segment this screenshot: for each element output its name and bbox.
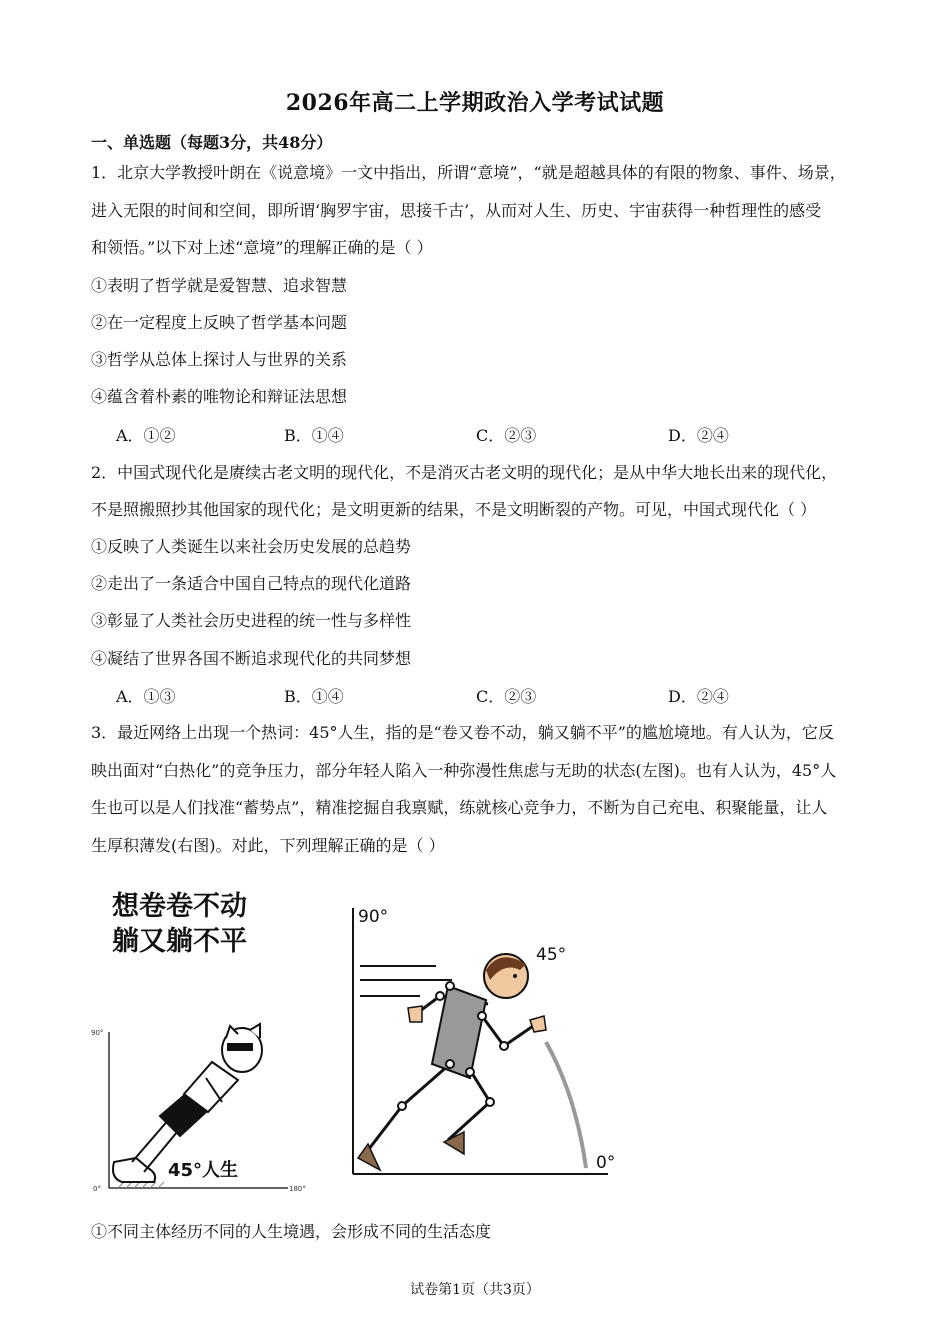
- q1-item-4: ④蕴含着朴素的唯物论和辩证法思想: [91, 387, 348, 406]
- q1-option-d[interactable]: D．②④: [668, 426, 729, 445]
- figure-left-45-life: [88, 880, 320, 1196]
- q1-option-b[interactable]: B．①④: [284, 426, 344, 445]
- q2-stem-line-1: 2．中国式现代化是赓续古老文明的现代化，不是消灭古老文明的现代化；是从中华大地长出来的现代化，: [91, 463, 838, 482]
- q2-stem-line-2: 不是照搬照抄其他国家的现代化；是文明更新的结果，不是文明断裂的产物。可见，中国式现代化（ ）: [91, 500, 817, 519]
- figure-right-45-sprinter: [340, 896, 630, 1184]
- q1-item-3: ③哲学从总体上探讨人与世界的关系: [91, 350, 348, 369]
- q1-item-1: ①表明了哲学就是爱智慧、追求智慧: [91, 276, 348, 295]
- left-axis-label-180: 180°: [289, 1185, 306, 1193]
- q3-item-1: ①不同主体经历不同的人生境遇，会形成不同的生活态度: [91, 1222, 492, 1241]
- q1-stem-line-1: 1．北京大学教授叶朗在《说意境》一文中指出，所谓“意境”，“就是超越具体的有限的物象、事件、场景，: [91, 163, 846, 182]
- right-axis-label-0: 0°: [596, 1153, 616, 1173]
- q2-item-4: ④凝结了世界各国不断追求现代化的共同梦想: [91, 649, 412, 668]
- left-axis-label-0: 0°: [93, 1185, 101, 1193]
- q2-item-1: ①反映了人类诞生以来社会历史发展的总趋势: [91, 537, 412, 556]
- q1-item-2: ②在一定程度上反映了哲学基本问题: [91, 313, 348, 332]
- leaning-character-illustration: [113, 1024, 262, 1182]
- right-label-45: 45°: [536, 945, 567, 965]
- q2-item-3: ③彰显了人类社会历史进程的统一性与多样性: [91, 611, 412, 630]
- q3-stem-line-2: 映出面对“白热化”的竞争压力，部分年轻人陷入一种弥漫性焦虑与无助的状态(左图)。也有人认为，45°人: [91, 761, 837, 780]
- q3-stem-line-4: 生厚积薄发(右图)。对此，下列理解正确的是（ ）: [91, 836, 445, 855]
- q2-option-a[interactable]: A．①③: [116, 687, 176, 706]
- page-title: 2026年高二上学期政治入学考试试题: [285, 90, 665, 116]
- q2-option-b[interactable]: B．①④: [284, 687, 344, 706]
- right-axis-label-90: 90°: [358, 907, 389, 927]
- section-heading: 一、单选题（每题3分，共48分）: [91, 133, 333, 152]
- q1-option-a[interactable]: A．①②: [116, 426, 176, 445]
- q2-option-d[interactable]: D．②④: [668, 687, 729, 706]
- q1-option-c[interactable]: C．②③: [476, 426, 537, 445]
- left-axis-label-90: 90°: [91, 1029, 104, 1037]
- q1-stem-line-2: 进入无限的时间和空间，即所谓‘胸罗宇宙，思接千古’，从而对人生、历史、宇宙获得一种哲理性的感受: [91, 201, 822, 220]
- page-footer: 试卷第1页（共3页）: [410, 1282, 540, 1298]
- figure-left-caption-2: 躺又躺不平: [112, 926, 247, 957]
- sprinter-illustration: [358, 954, 546, 1170]
- q3-stem-line-3: 生也可以是人们找准“蓄势点”，精准挖掘自我禀赋，练就核心竞争力，不断为自己充电、积聚能量，让人: [91, 798, 828, 817]
- q1-stem-line-3: 和领悟。”以下对上述“意境”的理解正确的是（ ）: [91, 238, 433, 257]
- angle-arc: [546, 1042, 586, 1168]
- left-label-45-life: 45°人生: [168, 1160, 239, 1181]
- q2-option-c[interactable]: C．②③: [476, 687, 537, 706]
- q2-item-2: ②走出了一条适合中国自己特点的现代化道路: [91, 574, 412, 593]
- q3-stem-line-1: 3．最近网络上出现一个热词：45°人生，指的是“卷又卷不动，躺又躺不平”的尴尬境地。有人认为，它反: [91, 723, 834, 742]
- figure-left-caption-1: 想卷卷不动: [112, 891, 247, 922]
